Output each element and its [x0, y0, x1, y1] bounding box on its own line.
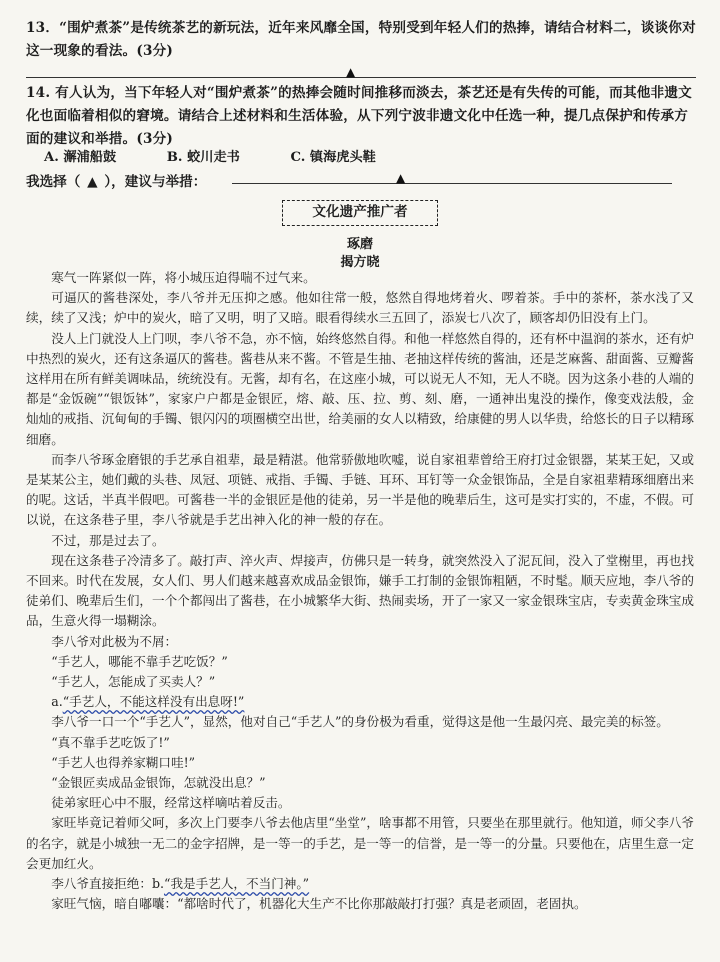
- option-b[interactable]: B. 蛟川走书: [166, 150, 240, 165]
- article-paragraph: [26, 632, 694, 652]
- article-paragraph: [26, 288, 694, 328]
- column-banner: 文化遗产推广者: [282, 200, 438, 226]
- answer-marker-13: ▲: [346, 65, 356, 79]
- article-body: [26, 268, 694, 915]
- paragraph-text: 不过，那是过去了。: [51, 532, 165, 548]
- choice-line: [26, 170, 206, 190]
- paragraph-text: 家旺毕竟记着师父呵，多次上门要李八爷去他店里“坐堂”，啥事都不用管，只要坐在那里就行。他知道，师父李八爷的名字，就是小城独一无二的金字招牌，是一等一的手艺，是一等一的信誉，是一等一的分量。只要他在，店里生意一定会更加红火。: [26, 815, 694, 871]
- choose-suffix: ），建议与举措：: [104, 174, 207, 190]
- article-paragraph: [26, 450, 694, 531]
- paragraph-text: 没人上门就没人上门呗，李八爷不急，亦不恼，始终悠然自得。和他一样悠然自得的，还有杯中温润的茶水，还有炉中热烈的炭火，还有这条逼仄的酱巷。酱巷从来不酱。不管是生抽、老抽这样传统的酱油，还是芝麻酱、甜面酱、豆瓣酱这样用在所有鲜美调味品，统统没有。无酱，却有名，在这座小城，可以说无人不知，无人不晓。因为这条小巷的人端的都是“金饭碗”“银饭钵”，家家户户都是金银匠，熔、敲、压、拉、剪、刻、磨，一通神出鬼没的操作，像变戏法般，金灿灿的戒指、沉甸甸的手镯、银闪闪的项圈横空出世，给美丽的女人以精致，给康健的男人以华贵，给悠长的日子以精琢细磨。: [26, 330, 694, 447]
- article-paragraph: [26, 531, 694, 551]
- option-a[interactable]: A. 澥浦船鼓: [44, 150, 117, 165]
- paragraph-text: “金银匠卖成品金银饰，怎就没出息？”: [51, 775, 266, 791]
- article-paragraph: [26, 551, 694, 632]
- paragraph-text: “真不靠手艺吃饭了!”: [51, 734, 170, 750]
- paragraph-text: 李八爷对此极为不屑：: [51, 633, 178, 649]
- option-c[interactable]: C. 镇海虎头鞋: [290, 150, 376, 165]
- article-paragraph: [26, 733, 694, 753]
- answer-line-13[interactable]: [26, 77, 696, 78]
- paragraph-text: “手艺人也得养家糊口哇!”: [51, 754, 196, 770]
- answer-marker-14: ▲: [396, 171, 406, 185]
- article-paragraph: [26, 874, 694, 894]
- article-paragraph: [26, 652, 694, 672]
- paragraph-text: 现在这条巷子冷清多了。敲打声、淬火声、焊接声，仿佛只是一转身，就突然没入了泥瓦间，没入了堂榭里，再也找不回来。时代在发展，女人们、男人们越来越喜欢成品金银饰，嫌手工打制的金银饰粗陋，不时髦。顺天应地，李八爷的徒弟们、晚辈后生们，一个个都闯出了酱巷，在小城繁华大街、热闹卖场，开了一家又一家金银珠宝店，专卖黄金珠宝成品，生意火得一塌糊涂。: [26, 552, 694, 629]
- article-paragraph: [26, 712, 694, 732]
- paragraph-text: a.: [51, 694, 63, 710]
- paragraph-text: 寒气一阵紧似一阵，将小城压迫得喘不过气来。: [51, 270, 316, 285]
- article-author: 揭方晓: [340, 255, 380, 270]
- answer-line-14[interactable]: [232, 183, 672, 184]
- article-paragraph: [26, 753, 694, 773]
- article-paragraph: [26, 692, 694, 712]
- article-paragraph: [26, 813, 694, 874]
- question-13: 13．“围炉煮茶”是传统茶艺的新玩法，近年来风靡全国，特别受到年轻人们的热捧，请结合材料二，谈谈你对这一现象的看法。(3分): [26, 20, 696, 59]
- choose-prefix: 我选择（: [26, 174, 81, 190]
- article-paragraph: [26, 793, 694, 813]
- paragraph-text: 可逼仄的酱巷深处，李八爷并无压抑之感。他如往常一般，悠然自得地烤着火、啰着茶。手中的茶杯，茶水浅了又续，续了又浅；炉中的炭火，暗了又明，明了又暗。眼看得续水三五回了，添炭七八次了，顾客却仍旧没有上门。: [26, 290, 694, 326]
- question-14: 14. 有人认为，当下年轻人对“围炉煮茶”的热捧会随时间推移而淡去，茶艺还是有失传的可能，而其他非遗文化也面临着相似的窘境。请结合上述材料和生活体验，从下列宁波非遗文化中任选一种，提几点保护和传承方面的建议和举措。(3分): [26, 85, 692, 147]
- article-paragraph: [26, 329, 694, 450]
- article-paragraph: [26, 672, 694, 692]
- paragraph-text: 徒弟家旺心中不服，经常这样嘀咕着反击。: [51, 795, 291, 811]
- paragraph-text: 家旺气恼，暗自嘟囔：“都啥时代了，机器化大生产不比你那敲敲打打强？真是老顽固，老固执。: [51, 896, 587, 912]
- paragraph-text: “手艺人，怎能成了买卖人？”: [51, 674, 216, 690]
- paragraph-text: 而李八爷琢金磨银的手艺承自祖辈，最是精湛。他常骄傲地吹嘘，说自家祖辈曾给王府打过金银器，某某王妃，又或是某某公主，她们戴的头巷、凤冠、项链、戒指、手镯、手链、耳环、耳钉等一众金银饰品，全是自家祖辈精琢细磨出来的呢。这话，半真半假吧。可酱巷一半的金银匠是他的徒弟，另一半是他的晚辈后生，这可是实打实的，不虚，不假。可以说，在这条巷子里，李八爷就是手艺出神入化的神一般的存在。: [26, 451, 694, 528]
- choice-blank[interactable]: ▲: [87, 174, 98, 190]
- annotated-sentence: “手艺人，不能这样没有出息呀!”: [62, 694, 245, 710]
- annotated-sentence: “我是手艺人，不当门神。”: [164, 876, 310, 892]
- article-paragraph: [26, 773, 694, 793]
- paragraph-text: 李八爷一口一个“手艺人”，显然，他对自己“手艺人”的身份极为看重，觉得这是他一生最闪亮、最完美的标签。: [51, 714, 669, 730]
- article-paragraph: [26, 268, 694, 288]
- article-title: 琢磨: [346, 237, 373, 252]
- paragraph-text: 李八爷直接拒绝：b.: [51, 876, 165, 892]
- paragraph-text: “手艺人，哪能不靠手艺吃饭？”: [51, 653, 228, 669]
- options-row: [44, 146, 422, 165]
- article-paragraph: [26, 894, 694, 914]
